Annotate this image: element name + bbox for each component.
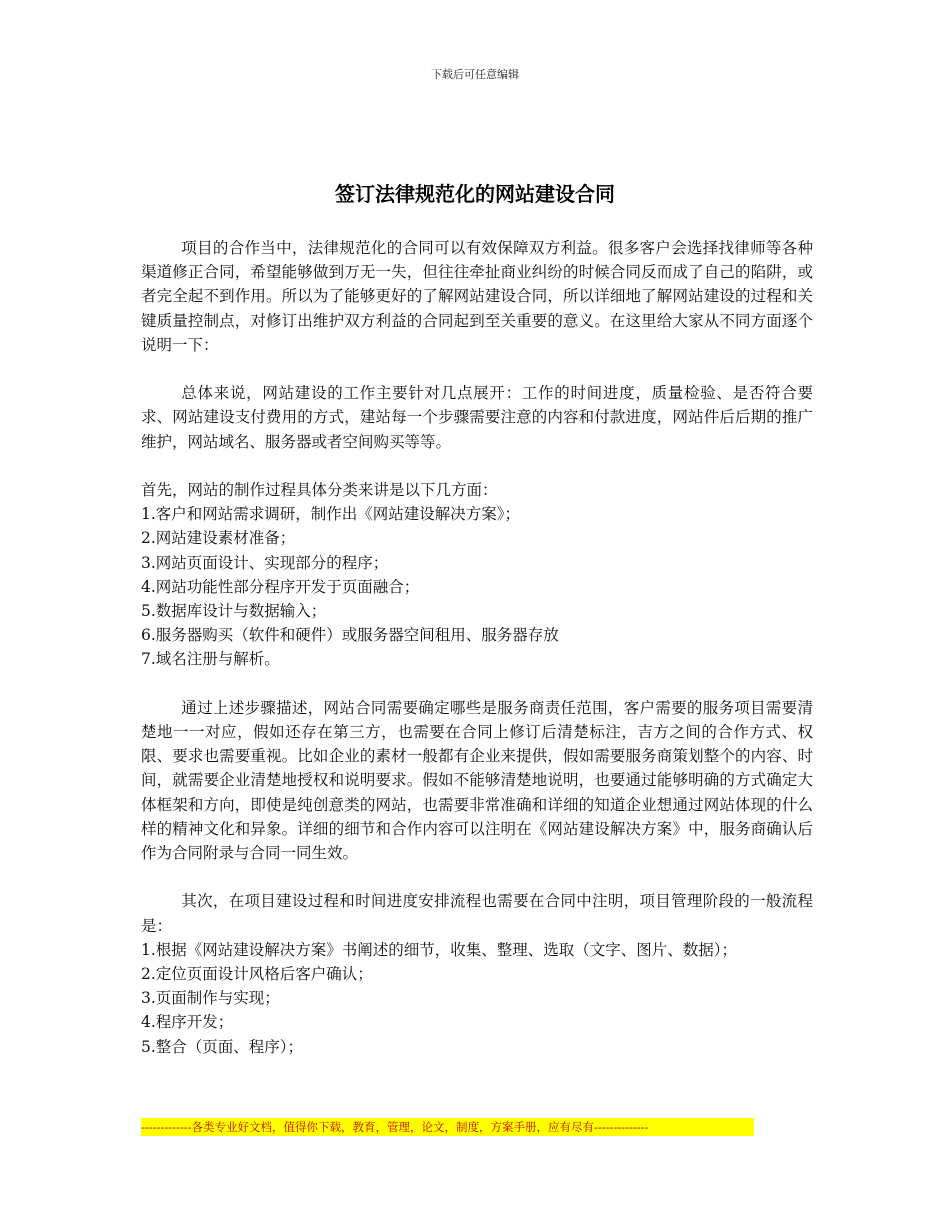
list-item: 6.服务器购买（软件和硬件）或服务器空间租用、服务器存放 — [141, 626, 559, 645]
list-item: 3.网站页面设计、实现部分的程序； — [141, 553, 389, 572]
overview-paragraph: 总体来说，网站建设的工作主要针对几点展开：工作的时间进度，质量检验、是否符合要求、网站建设支付费用的方式，建站每一个步骤需要注意的内容和付款进度，网站件后后期的推广维护，网站域名、服务器或者空间购买等等。 — [141, 384, 813, 451]
list-item: 1.根据《网站建设解决方案》书阐述的细节，收集、整理、选取（文字、图片、数据）； — [141, 940, 738, 959]
process-list — [141, 502, 813, 671]
list-item: 5.数据库设计与数据输入； — [141, 602, 327, 621]
document-title: 签订法律规范化的网站建设合同 — [335, 182, 615, 206]
intro-paragraph: 项目的合作当中，法律规范化的合同可以有效保障双方利益。很多客户会选择找律师等各种渠道修正合同，希望能够做到万无一失，但往往牵扯商业纠纷的时候合同反而成了自己的陷阱，或者完全起不到作用。所以为了能够更好的了解网站建设合同，所以详细地了解网站建设的过程和关键质量控制点，对修订出维护双方利益的合同起到至关重要的意义。在这里给大家从不同方面逐个说明一下： — [141, 239, 813, 354]
scope-paragraph: 通过上述步骤描述，网站合同需要确定哪些是服务商责任范围，客户需要的服务项目需要清楚地一一对应，假如还存在第三方，也需要在合同上修订后清楚标注，吉方之间的合作方式、权限、要求也需要重视。比如企业的素材一般都有企业来提供，假如需要服务商策划整个的内容、时间，就需要企业清楚地授权和说明要求。假如不能够清楚地说明，也要通过能够明确的方式确定大体框架和方向，即使是纯创意类的网站，也需要非常准确和详细的知道企业想通过网站体现的什么样的精神文化和异象。详细的细节和合作内容可以注明在《网站建设解决方案》中，服务商确认后作为合同附录与合同一同生效。 — [141, 698, 813, 863]
footer-banner: -------------各类专业好文档，值得你下载，教育，管理，论文，制度，方案手册，应有尽有-------------- — [141, 1118, 754, 1136]
list-item: 1.客户和网站需求调研，制作出《网站建设解决方案》； — [141, 505, 521, 524]
list-item: 2.定位页面设计风格后客户确认； — [141, 965, 373, 984]
header-note: 下载后可任意编辑 — [431, 68, 519, 81]
list-item: 4.网站功能性部分程序开发于页面融合； — [141, 577, 420, 596]
list-item: 5.整合（页面、程序）； — [141, 1037, 304, 1056]
list-item: 4.程序开发； — [141, 1013, 234, 1032]
schedule-paragraph: 其次，在项目建设过程和时间进度安排流程也需要在合同中注明，项目管理阶段的一般流程是： — [141, 892, 813, 935]
list-item: 2.网站建设素材准备； — [141, 529, 296, 548]
process-list-intro: 首先，网站的制作过程具体分类来讲是以下几方面： — [141, 481, 498, 499]
list-item: 7.域名注册与解析。 — [141, 650, 280, 669]
schedule-list — [141, 938, 813, 1059]
document-body — [141, 236, 813, 1059]
list-item: 3.页面制作与实现； — [141, 989, 280, 1008]
